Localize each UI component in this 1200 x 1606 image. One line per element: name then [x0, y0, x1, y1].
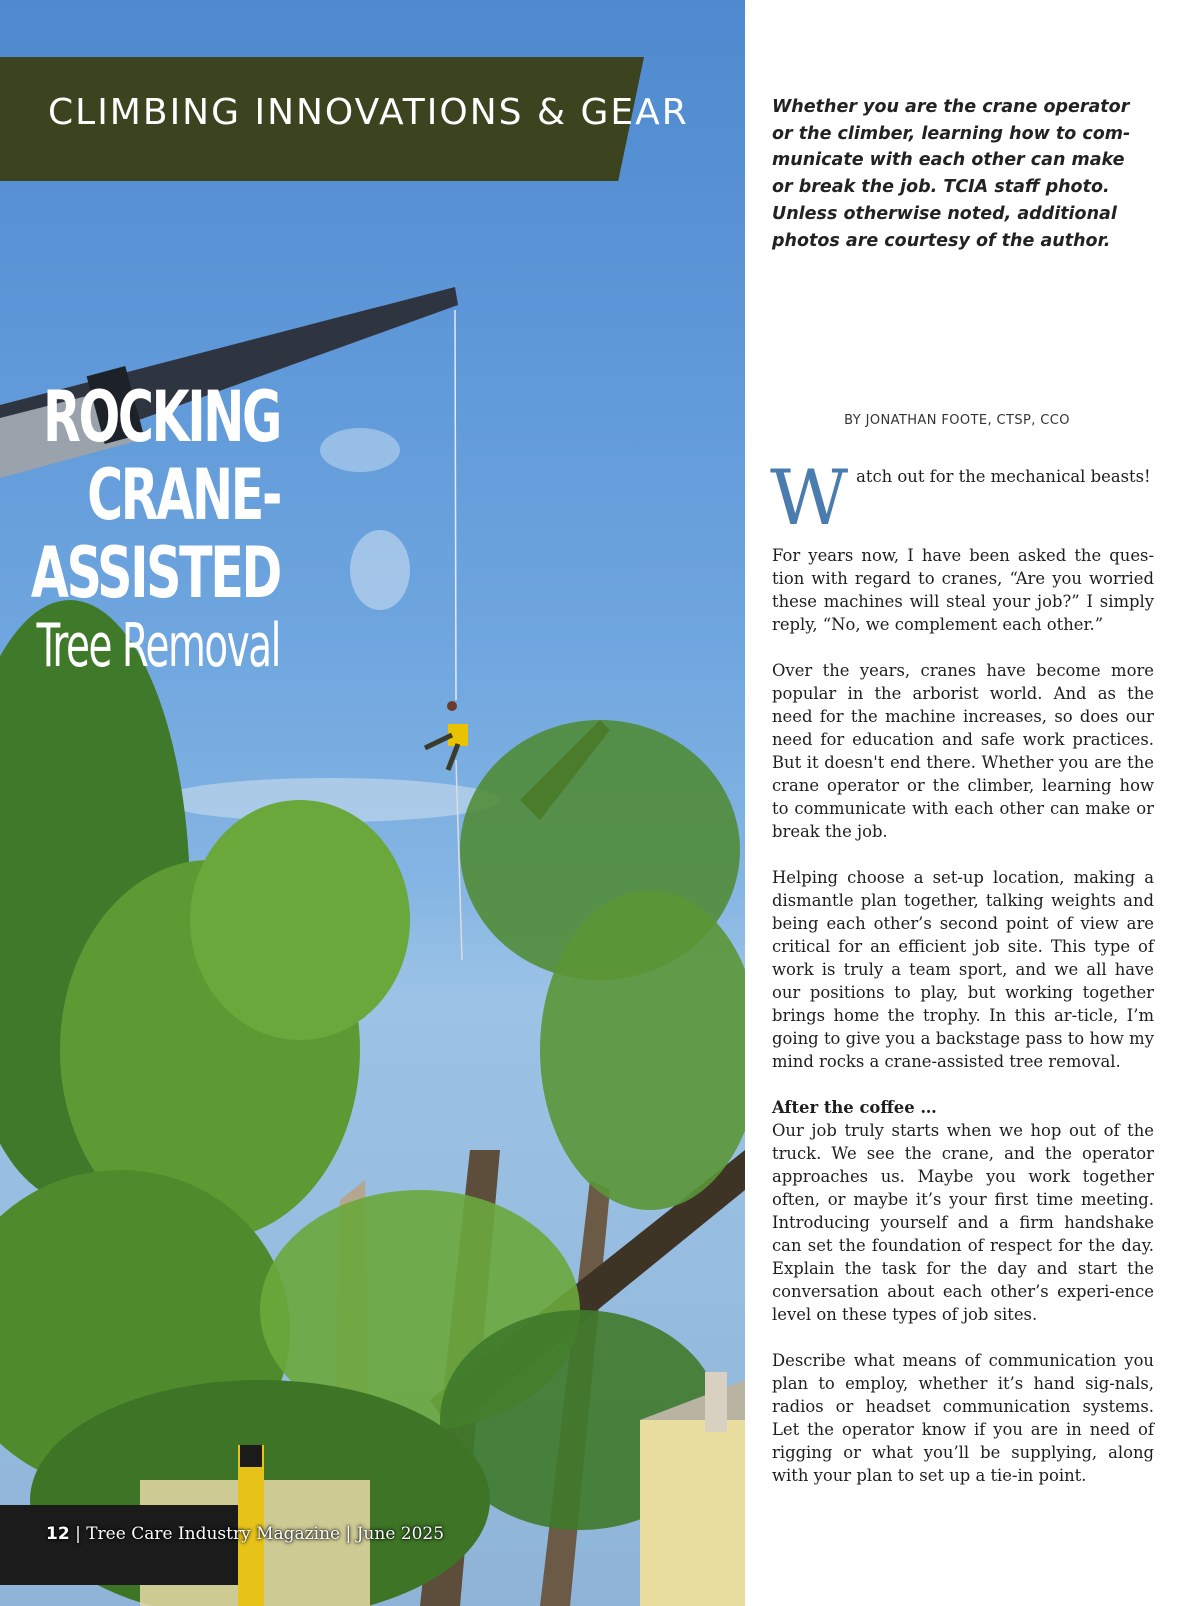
byline: BY JONATHAN FOOTE, CTSP, CCO [844, 413, 1070, 428]
cloud [320, 428, 400, 472]
lead-paragraph [770, 453, 1154, 542]
paragraph: Over the years, cranes have become more popular in the arborist world. And as the need for the machine increases, so does our need for education and safe work practices. But it doesn't end there. Whether you are the crane operator or the climber, learning how to communicate with each other can make or break the job. [772, 661, 1154, 841]
paragraph: For years now, I have been asked the ques-tion with regard to cranes, “Are you worried these machines will steal your job?” I simply reply, “No, we complement each other.” [772, 546, 1154, 634]
section-title: CLIMBING INNOVATIONS & GEAR [48, 92, 689, 133]
headline-line-3: Tree Removal [36, 611, 280, 681]
lead-text: atch out for the mechanical beasts! [856, 467, 1151, 486]
foliage [190, 800, 410, 1040]
page-footer [46, 1524, 444, 1544]
headline-line-1: ROCKING [43, 376, 280, 458]
footer-text: | Tree Care Industry Magazine | June 2025 [69, 1524, 445, 1544]
article-headline [0, 378, 280, 680]
drop-cap: W [770, 453, 849, 542]
house [640, 1420, 745, 1606]
page-number: 12 [46, 1524, 70, 1544]
chimney [705, 1372, 727, 1432]
climber-leg [425, 735, 452, 748]
photo-caption: Whether you are the crane operator or the climber, learning how to com-municate with each other can make or break the job. TCIA staff photo. Unless otherwise noted, additional photos are courtesy of the author. [772, 97, 1131, 251]
outrigger-cap [240, 1445, 262, 1467]
article-body [770, 453, 1154, 1510]
crane-line [455, 310, 456, 700]
subheading: After the coffee … [772, 1098, 937, 1117]
paragraph: Helping choose a set-up location, making a dismantle plan together, talking weights and being each other’s second point of view are critical for an efficient job site. This type of work is truly a team sport, and we all have our positions to play, but working together brings home the trophy. In this ar-ticle, I’m going to give you a backstage pass to how my mind rocks a crane-assisted tree removal. [772, 868, 1154, 1071]
crane-outrigger [0, 1505, 240, 1585]
cloud [350, 530, 410, 610]
hook-block [447, 701, 457, 711]
paragraph: Describe what means of communication you plan to employ, whether it’s hand sig-nals, radios or headset communication systems. Let the operator know if you are in need of rigging or what you’ll be supplying, along with your plan to set up a tie-in point. [772, 1351, 1154, 1485]
paragraph: Our job truly starts when we hop out of the truck. We see the crane, and the operator approaches us. Maybe you work together often, or maybe it’s your first time meeting. Introducing yourself and a firm handshake can set the foundation of respect for the day. Explain the task for the day and start the conversation about each other’s experi-ence level on these types of job sites. [772, 1121, 1154, 1324]
headline-line-2: CRANE-ASSISTED [30, 454, 280, 614]
